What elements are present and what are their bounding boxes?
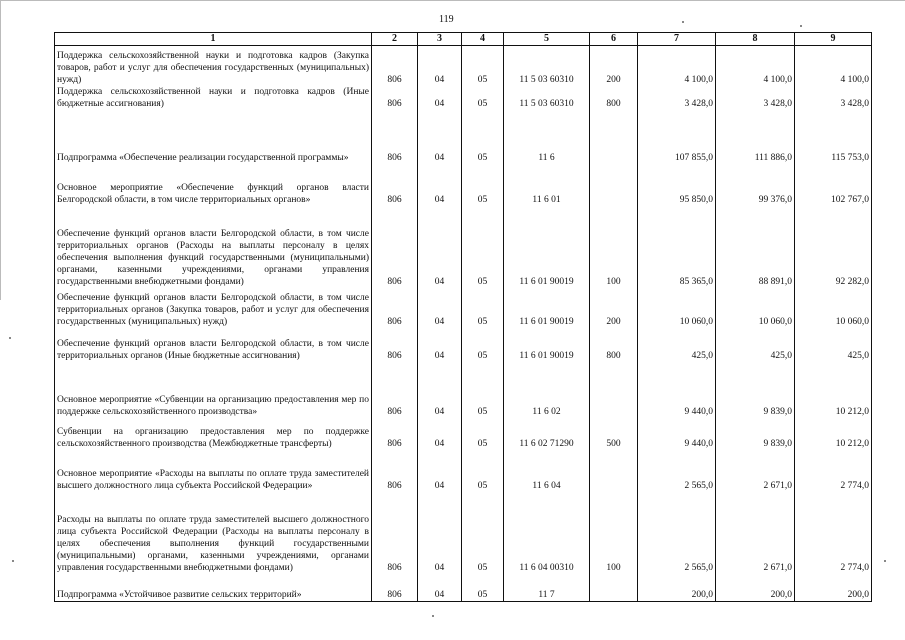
table-header xyxy=(55,33,872,46)
scan-speck xyxy=(432,615,434,617)
column-header: 8 xyxy=(716,33,795,46)
row-value-cell: 11 6 04 xyxy=(504,450,590,492)
row-value-cell: 806 xyxy=(372,418,418,450)
row-value-cell: 11 6 01 90019 xyxy=(504,328,590,362)
row-value-cell: 2 565,0 xyxy=(638,450,716,492)
page-number: 119 xyxy=(439,14,454,25)
row-value-cell: 11 6 01 xyxy=(504,164,590,206)
table-body xyxy=(55,46,872,602)
row-value-cell: 100 xyxy=(590,206,638,288)
table-row xyxy=(55,86,872,110)
row-value-cell: 200 xyxy=(590,288,638,328)
scan-speck xyxy=(12,560,14,562)
row-value-cell: 11 6 04 00310 xyxy=(504,492,590,574)
row-name-cell: Обеспечение функций органов власти Белгородской области, в том числе территориальных органов (Закупка товаров, работ и услуг для обеспечения государственных (муниципальных) нужд) xyxy=(55,288,372,328)
row-value-cell: 806 xyxy=(372,574,418,602)
row-name-cell: Расходы на выплаты по оплате труда заместителей высшего должностного лица субъекта Российской Федерации (Расходы на выплаты персоналу в целях обеспечения выполнения функций государственными (муниципальными) органами, казенными учреждениями, органами управления государственными внебюджетными фондами) xyxy=(55,492,372,574)
row-value-cell: 806 xyxy=(372,86,418,110)
row-value-cell: 200,0 xyxy=(716,574,795,602)
row-value-cell: 11 5 03 60310 xyxy=(504,86,590,110)
row-value-cell: 04 xyxy=(418,574,462,602)
row-value-cell: 05 xyxy=(462,328,504,362)
row-value-cell: 04 xyxy=(418,328,462,362)
row-value-cell: 04 xyxy=(418,110,462,164)
row-value-cell: 05 xyxy=(462,362,504,418)
row-value-cell: 05 xyxy=(462,288,504,328)
scan-speck xyxy=(800,25,802,27)
table-row xyxy=(55,362,872,418)
row-value-cell: 85 365,0 xyxy=(638,206,716,288)
row-value-cell: 2 671,0 xyxy=(716,450,795,492)
row-value-cell: 10 212,0 xyxy=(795,418,872,450)
row-value-cell: 10 060,0 xyxy=(716,288,795,328)
row-value-cell: 200,0 xyxy=(638,574,716,602)
row-name-cell: Поддержка сельскохозяйственной науки и подготовка кадров (Закупка товаров, работ и услуг для обеспечения государственных (муниципальных) нужд) xyxy=(55,46,372,86)
row-value-cell: 806 xyxy=(372,328,418,362)
row-name-cell: Подпрограмма «Устойчивое развитие сельских территорий» xyxy=(55,574,372,602)
row-value-cell: 05 xyxy=(462,164,504,206)
column-header: 5 xyxy=(504,33,590,46)
row-value-cell xyxy=(590,574,638,602)
row-value-cell: 9 440,0 xyxy=(638,362,716,418)
row-value-cell: 9 839,0 xyxy=(716,362,795,418)
column-header: 1 xyxy=(55,33,372,46)
row-value-cell: 05 xyxy=(462,492,504,574)
row-value-cell xyxy=(590,110,638,164)
row-value-cell: 9 839,0 xyxy=(716,418,795,450)
scan-speck xyxy=(884,560,886,562)
row-name-cell: Субвенции на организацию предоставления мер по поддержке сельскохозяйственного производства (Межбюджетные трансферты) xyxy=(55,418,372,450)
row-value-cell: 04 xyxy=(418,86,462,110)
row-value-cell: 11 6 xyxy=(504,110,590,164)
row-value-cell: 2 774,0 xyxy=(795,450,872,492)
row-name-cell: Поддержка сельскохозяйственной науки и подготовка кадров (Иные бюджетные ассигнования) xyxy=(55,86,372,110)
row-value-cell: 806 xyxy=(372,206,418,288)
row-name-cell: Основное мероприятие «Обеспечение функций органов власти Белгородской области, в том числе территориальных органов» xyxy=(55,164,372,206)
row-value-cell: 11 6 01 90019 xyxy=(504,206,590,288)
row-value-cell: 111 886,0 xyxy=(716,110,795,164)
row-value-cell: 806 xyxy=(372,46,418,86)
row-value-cell: 11 6 02 71290 xyxy=(504,418,590,450)
table-row xyxy=(55,288,872,328)
row-value-cell: 425,0 xyxy=(638,328,716,362)
row-value-cell: 04 xyxy=(418,206,462,288)
table-row xyxy=(55,574,872,602)
row-value-cell xyxy=(590,164,638,206)
table-row xyxy=(55,328,872,362)
row-value-cell: 806 xyxy=(372,110,418,164)
row-value-cell: 806 xyxy=(372,164,418,206)
table-row xyxy=(55,450,872,492)
row-value-cell: 806 xyxy=(372,492,418,574)
row-value-cell: 05 xyxy=(462,110,504,164)
scan-speck xyxy=(682,21,684,23)
row-value-cell: 2 565,0 xyxy=(638,492,716,574)
row-value-cell: 10 212,0 xyxy=(795,362,872,418)
table-row xyxy=(55,418,872,450)
row-value-cell: 4 100,0 xyxy=(638,46,716,86)
row-value-cell: 04 xyxy=(418,450,462,492)
row-value-cell: 9 440,0 xyxy=(638,418,716,450)
row-value-cell: 800 xyxy=(590,86,638,110)
row-name-cell: Обеспечение функций органов власти Белгородской области, в том числе территориальных органов (Иные бюджетные ассигнования) xyxy=(55,328,372,362)
row-value-cell: 11 6 01 90019 xyxy=(504,288,590,328)
row-value-cell: 4 100,0 xyxy=(795,46,872,86)
row-value-cell xyxy=(590,450,638,492)
row-value-cell: 10 060,0 xyxy=(795,288,872,328)
row-value-cell: 04 xyxy=(418,288,462,328)
row-value-cell: 200,0 xyxy=(795,574,872,602)
column-header: 7 xyxy=(638,33,716,46)
row-value-cell: 2 774,0 xyxy=(795,492,872,574)
row-value-cell: 11 7 xyxy=(504,574,590,602)
row-value-cell: 115 753,0 xyxy=(795,110,872,164)
row-value-cell: 05 xyxy=(462,574,504,602)
scan-edge-left xyxy=(0,0,1,300)
row-value-cell: 2 671,0 xyxy=(716,492,795,574)
row-value-cell: 04 xyxy=(418,362,462,418)
row-value-cell: 425,0 xyxy=(795,328,872,362)
row-value-cell: 05 xyxy=(462,450,504,492)
row-value-cell: 99 376,0 xyxy=(716,164,795,206)
row-value-cell: 102 767,0 xyxy=(795,164,872,206)
column-header: 6 xyxy=(590,33,638,46)
row-value-cell: 05 xyxy=(462,46,504,86)
scan-speck xyxy=(9,337,11,339)
row-value-cell: 3 428,0 xyxy=(795,86,872,110)
row-name-cell: Основное мероприятие «Расходы на выплаты по оплате труда заместителей высшего должностного лица субъекта Российской Федерации» xyxy=(55,450,372,492)
row-value-cell: 4 100,0 xyxy=(716,46,795,86)
row-name-cell: Основное мероприятие «Субвенции на организацию предоставления мер по поддержке сельскохозяйственного производства» xyxy=(55,362,372,418)
row-value-cell: 3 428,0 xyxy=(716,86,795,110)
row-value-cell: 05 xyxy=(462,86,504,110)
row-value-cell: 04 xyxy=(418,418,462,450)
row-value-cell: 806 xyxy=(372,288,418,328)
column-header: 3 xyxy=(418,33,462,46)
row-value-cell: 04 xyxy=(418,46,462,86)
budget-table xyxy=(54,32,872,602)
row-value-cell: 05 xyxy=(462,206,504,288)
row-value-cell: 88 891,0 xyxy=(716,206,795,288)
row-value-cell: 92 282,0 xyxy=(795,206,872,288)
row-value-cell: 04 xyxy=(418,492,462,574)
row-value-cell: 05 xyxy=(462,418,504,450)
table-row xyxy=(55,110,872,164)
row-value-cell: 95 850,0 xyxy=(638,164,716,206)
row-value-cell xyxy=(590,362,638,418)
row-value-cell: 100 xyxy=(590,492,638,574)
table-row xyxy=(55,164,872,206)
row-value-cell: 806 xyxy=(372,450,418,492)
row-value-cell: 425,0 xyxy=(716,328,795,362)
column-header: 4 xyxy=(462,33,504,46)
column-header: 9 xyxy=(795,33,872,46)
row-value-cell: 806 xyxy=(372,362,418,418)
row-name-cell: Подпрограмма «Обеспечение реализации государственной программы» xyxy=(55,110,372,164)
row-value-cell: 11 5 03 60310 xyxy=(504,46,590,86)
table-row xyxy=(55,206,872,288)
row-value-cell: 11 6 02 xyxy=(504,362,590,418)
row-value-cell: 3 428,0 xyxy=(638,86,716,110)
table-row xyxy=(55,46,872,86)
row-value-cell: 200 xyxy=(590,46,638,86)
row-value-cell: 10 060,0 xyxy=(638,288,716,328)
table-row xyxy=(55,492,872,574)
row-value-cell: 500 xyxy=(590,418,638,450)
row-value-cell: 800 xyxy=(590,328,638,362)
scan-edge-top xyxy=(0,0,905,1)
row-value-cell: 04 xyxy=(418,164,462,206)
row-name-cell: Обеспечение функций органов власти Белгородской области, в том числе территориальных органов (Расходы на выплаты персоналу в целях обеспечения выполнения функций государственными (муниципальными) органами, казенными учреждениями, органами управления государственными внебюджетными фондами) xyxy=(55,206,372,288)
column-header: 2 xyxy=(372,33,418,46)
row-value-cell: 107 855,0 xyxy=(638,110,716,164)
